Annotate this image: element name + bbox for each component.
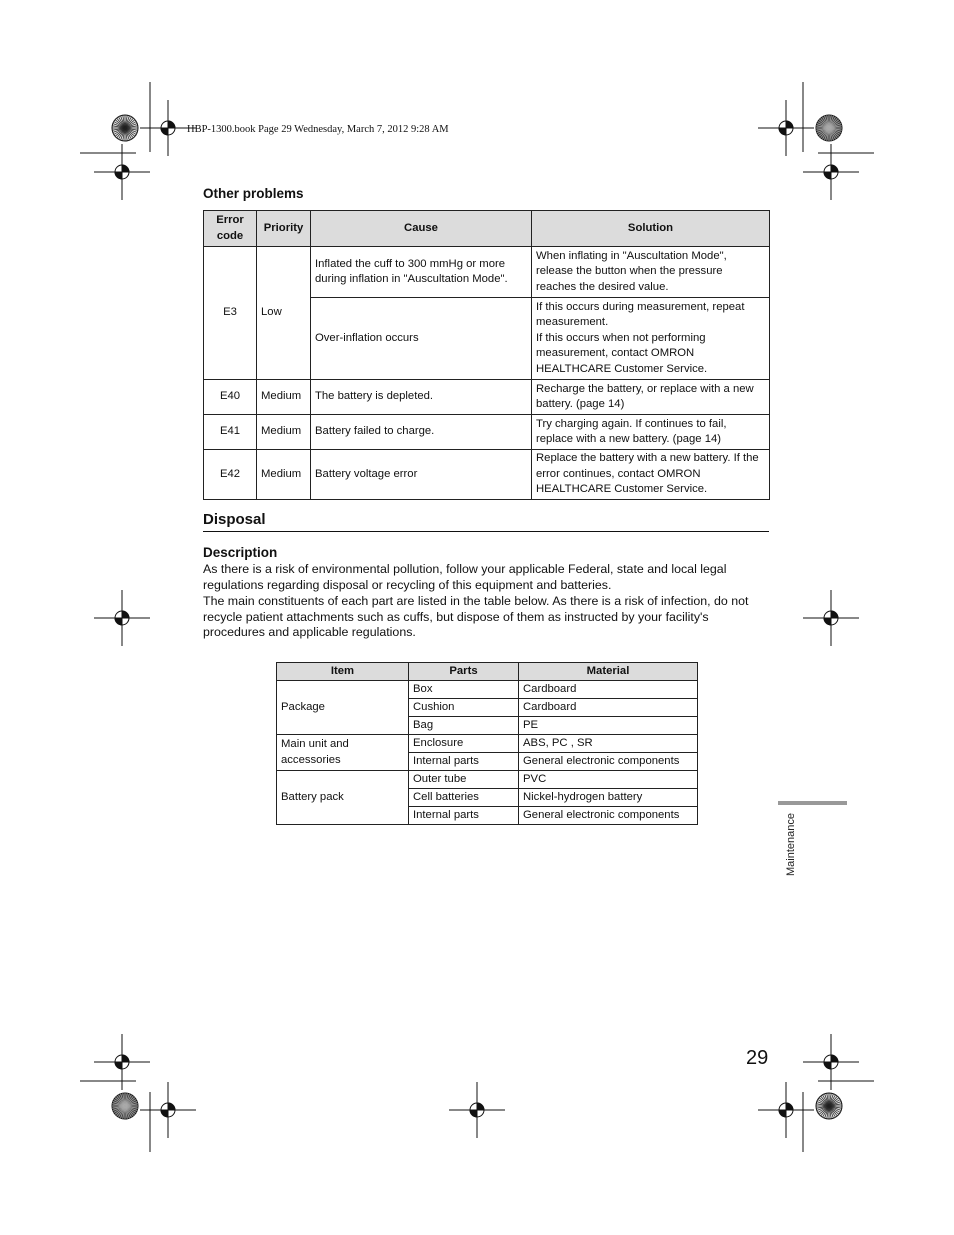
page-number: 29 — [746, 1047, 769, 1069]
error-code-table — [203, 210, 770, 500]
cause-cell: Battery voltage error — [311, 450, 532, 500]
book-file-header: HBP-1300.book Page 29 Wednesday, March 7, 2012 9:28 AM — [187, 124, 449, 135]
material-cell: General electronic components — [519, 807, 698, 825]
part-cell: Bag — [409, 717, 519, 735]
header-solution: Solution — [532, 211, 770, 247]
item-cell: Battery pack — [277, 771, 409, 825]
header-error-code: Error code — [204, 211, 257, 247]
registration-target-icon — [758, 1082, 814, 1138]
solution-cell: Replace the battery with a new battery. If the error continues, contact OMRON HEALTHCARE Customer Service. — [532, 450, 770, 500]
part-cell: Cell batteries — [409, 789, 519, 807]
registration-target-icon — [758, 100, 814, 156]
description-paragraph-1: As there is a risk of environmental pollution, follow your applicable Federal, state and local legal regulations regarding disposal or recycling of this equipment and batteries. — [203, 562, 727, 592]
description-paragraph-2: The main constituents of each part are listed in the table below. As there is a risk of infection, do not recycle patient attachments such as cuffs, but dispose of them as instructed by your facility's procedures and applicable regulations. — [203, 594, 749, 640]
table-row — [204, 450, 770, 500]
material-cell: General electronic components — [519, 753, 698, 771]
registration-target-icon — [803, 1034, 859, 1090]
disposal-heading: Disposal — [203, 511, 266, 528]
solution-cell: If this occurs during measurement, repeat measurement. If this occurs when not performing measurement, contact OMRON HEALTHCARE Customer Service. — [532, 298, 770, 380]
header-parts: Parts — [409, 663, 519, 681]
section-divider — [203, 531, 769, 532]
part-cell: Box — [409, 681, 519, 699]
priority-cell: Low — [257, 247, 311, 380]
header-cause: Cause — [311, 211, 532, 247]
disposal-materials-table — [276, 662, 698, 825]
item-cell: Main unit and accessories — [277, 735, 409, 771]
registration-target-icon — [803, 590, 859, 646]
registration-target-icon — [94, 144, 150, 200]
registration-target-icon — [94, 1034, 150, 1090]
material-cell: ABS, PC , SR — [519, 735, 698, 753]
table-row — [277, 771, 698, 789]
color-registration-wheel-icon — [112, 115, 138, 141]
material-cell: Nickel-hydrogen battery — [519, 789, 698, 807]
part-cell: Enclosure — [409, 735, 519, 753]
description-heading: Description — [203, 545, 278, 560]
table-row — [204, 247, 770, 298]
header-material: Material — [519, 663, 698, 681]
header-priority: Priority — [257, 211, 311, 247]
material-cell: PE — [519, 717, 698, 735]
table-header-row — [277, 663, 698, 681]
material-cell: Cardboard — [519, 681, 698, 699]
section-tab-label: Maintenance — [785, 813, 797, 876]
part-cell: Outer tube — [409, 771, 519, 789]
registration-target-icon — [803, 144, 859, 200]
table-row — [277, 681, 698, 699]
priority-cell: Medium — [257, 415, 311, 450]
other-problems-heading: Other problems — [203, 186, 304, 201]
cause-cell: The battery is depleted. — [311, 380, 532, 415]
cause-cell: Over-inflation occurs — [311, 298, 532, 380]
table-row — [204, 415, 770, 450]
color-registration-wheel-icon — [816, 1093, 842, 1119]
error-code-cell: E42 — [204, 450, 257, 500]
part-cell: Internal parts — [409, 807, 519, 825]
color-registration-wheel-icon — [816, 115, 842, 141]
solution-cell: When inflating in "Auscultation Mode", release the button when the pressure reaches the desired value. — [532, 247, 770, 298]
part-cell: Internal parts — [409, 753, 519, 771]
error-code-cell: E3 — [204, 247, 257, 380]
solution-cell: Recharge the battery, or replace with a new battery. (page 14) — [532, 380, 770, 415]
error-code-cell: E41 — [204, 415, 257, 450]
cause-cell: Inflated the cuff to 300 mmHg or more during inflation in "Auscultation Mode". — [311, 247, 532, 298]
table-header-row — [204, 211, 770, 247]
registration-target-icon — [94, 590, 150, 646]
material-cell: Cardboard — [519, 699, 698, 717]
material-cell: PVC — [519, 771, 698, 789]
registration-target-icon — [449, 1082, 505, 1138]
error-code-cell: E40 — [204, 380, 257, 415]
color-registration-wheel-icon — [112, 1093, 138, 1119]
table-row — [277, 735, 698, 753]
cause-cell: Battery failed to charge. — [311, 415, 532, 450]
part-cell: Cushion — [409, 699, 519, 717]
priority-cell: Medium — [257, 450, 311, 500]
section-tab-bar — [778, 801, 847, 805]
priority-cell: Medium — [257, 380, 311, 415]
registration-target-icon — [140, 1082, 196, 1138]
item-cell: Package — [277, 681, 409, 735]
table-row — [204, 380, 770, 415]
header-item: Item — [277, 663, 409, 681]
solution-cell: Try charging again. If continues to fail, replace with a new battery. (page 14) — [532, 415, 770, 450]
